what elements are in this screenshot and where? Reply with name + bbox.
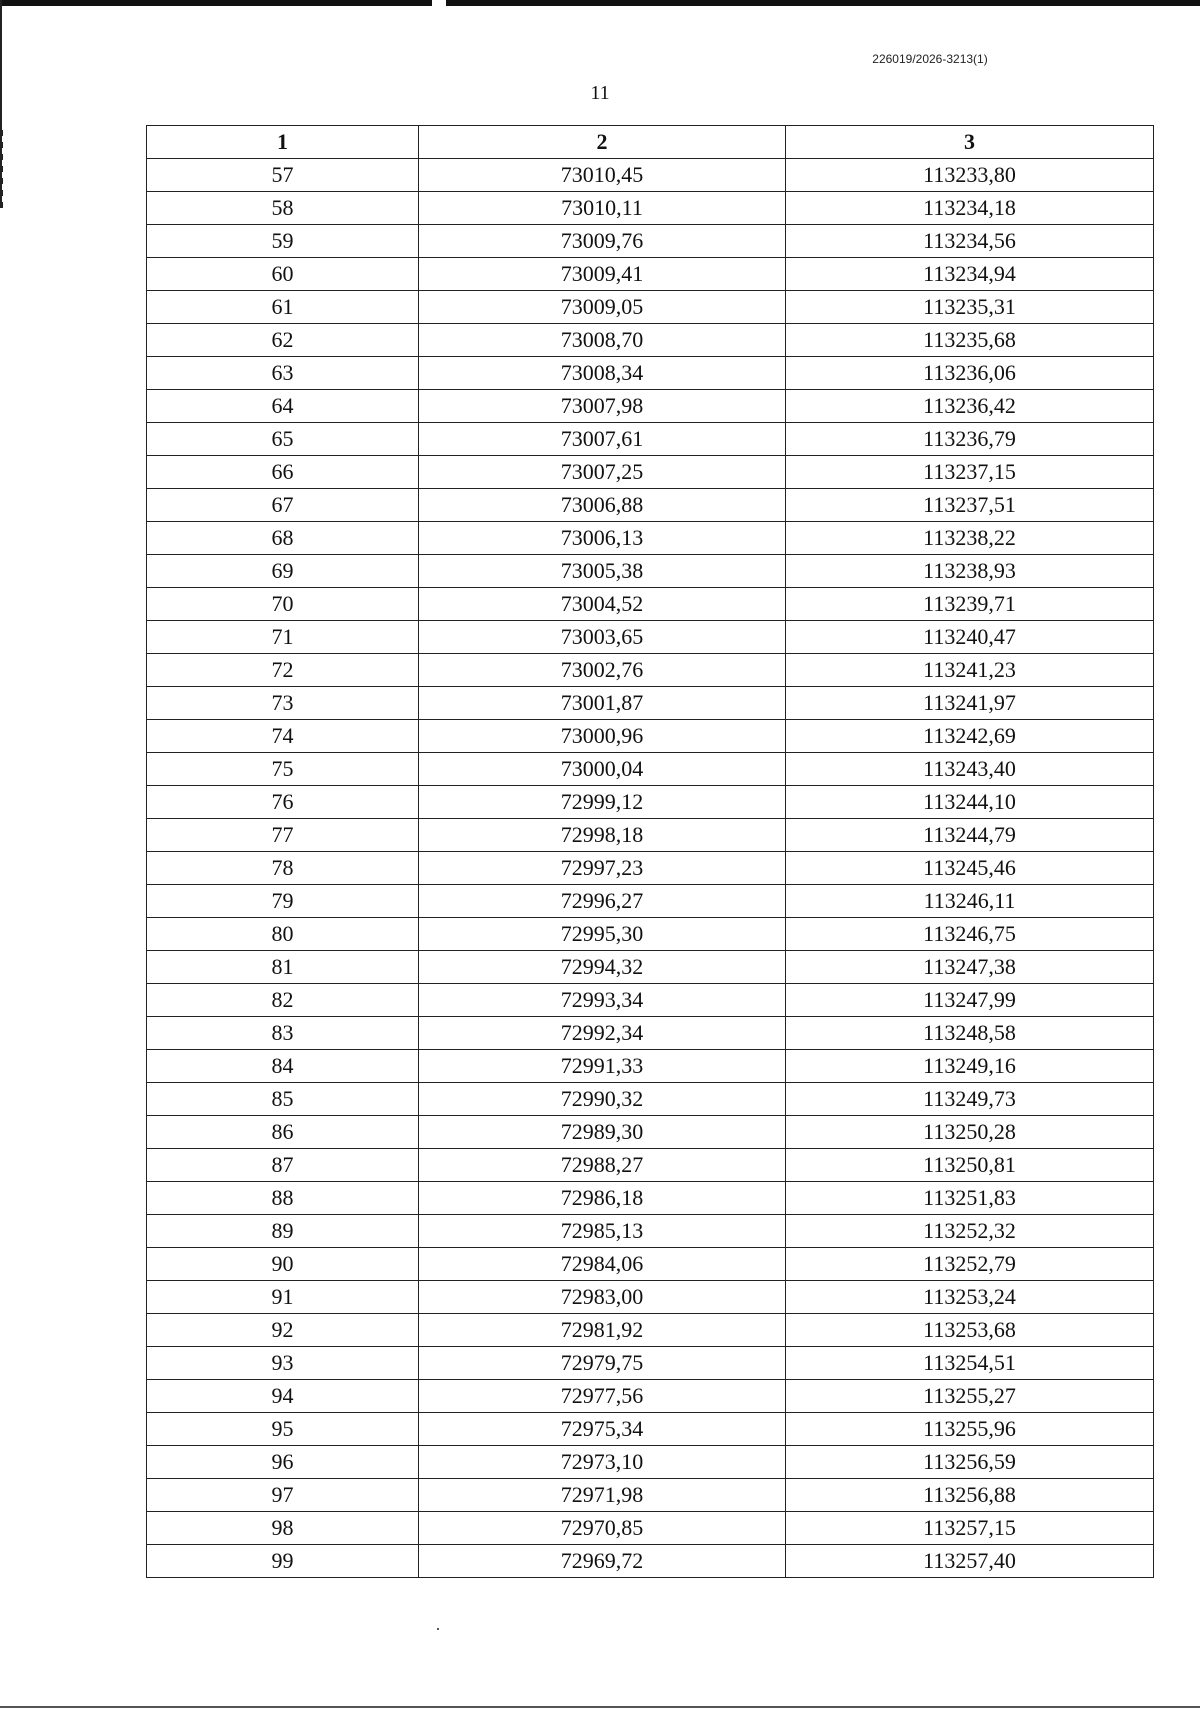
point-number-cell: 78 — [147, 852, 419, 885]
table-row — [147, 588, 1154, 621]
point-number-cell: 98 — [147, 1512, 419, 1545]
y-coordinate-cell: 113255,27 — [786, 1380, 1154, 1413]
y-coordinate-cell: 113236,79 — [786, 423, 1154, 456]
y-coordinate-cell: 113247,99 — [786, 984, 1154, 1017]
column-header-2: 2 — [419, 126, 786, 159]
point-number-cell: 81 — [147, 951, 419, 984]
table-row — [147, 984, 1154, 1017]
x-coordinate-cell: 72992,34 — [419, 1017, 786, 1050]
y-coordinate-cell: 113234,94 — [786, 258, 1154, 291]
y-coordinate-cell: 113253,68 — [786, 1314, 1154, 1347]
y-coordinate-cell: 113256,88 — [786, 1479, 1154, 1512]
point-number-cell: 99 — [147, 1545, 419, 1578]
y-coordinate-cell: 113236,42 — [786, 390, 1154, 423]
y-coordinate-cell: 113254,51 — [786, 1347, 1154, 1380]
x-coordinate-cell: 72986,18 — [419, 1182, 786, 1215]
y-coordinate-cell: 113240,47 — [786, 621, 1154, 654]
point-number-cell: 70 — [147, 588, 419, 621]
x-coordinate-cell: 72996,27 — [419, 885, 786, 918]
y-coordinate-cell: 113255,96 — [786, 1413, 1154, 1446]
point-number-cell: 75 — [147, 753, 419, 786]
table-row — [147, 159, 1154, 192]
y-coordinate-cell: 113249,73 — [786, 1083, 1154, 1116]
table-row — [147, 522, 1154, 555]
y-coordinate-cell: 113238,93 — [786, 555, 1154, 588]
point-number-cell: 73 — [147, 687, 419, 720]
x-coordinate-cell: 72998,18 — [419, 819, 786, 852]
x-coordinate-cell: 73010,11 — [419, 192, 786, 225]
table-row — [147, 1149, 1154, 1182]
table-row — [147, 621, 1154, 654]
point-number-cell: 83 — [147, 1017, 419, 1050]
x-coordinate-cell: 73008,70 — [419, 324, 786, 357]
point-number-cell: 92 — [147, 1314, 419, 1347]
y-coordinate-cell: 113252,79 — [786, 1248, 1154, 1281]
scan-edge-top — [0, 0, 1200, 6]
x-coordinate-cell: 73010,45 — [419, 159, 786, 192]
table-header — [147, 126, 1154, 159]
column-header-3: 3 — [786, 126, 1154, 159]
scan-edge-bottom — [0, 1706, 1200, 1708]
x-coordinate-cell: 72990,32 — [419, 1083, 786, 1116]
point-number-cell: 82 — [147, 984, 419, 1017]
point-number-cell: 59 — [147, 225, 419, 258]
table-row — [147, 291, 1154, 324]
x-coordinate-cell: 72975,34 — [419, 1413, 786, 1446]
coordinates-table — [146, 125, 1154, 1578]
table-row — [147, 1182, 1154, 1215]
table-row — [147, 819, 1154, 852]
x-coordinate-cell: 72989,30 — [419, 1116, 786, 1149]
table-row — [147, 1413, 1154, 1446]
x-coordinate-cell: 73002,76 — [419, 654, 786, 687]
y-coordinate-cell: 113236,06 — [786, 357, 1154, 390]
document-code: 226019/2026-3213(1) — [872, 52, 988, 66]
x-coordinate-cell: 73008,34 — [419, 357, 786, 390]
point-number-cell: 62 — [147, 324, 419, 357]
x-coordinate-cell: 73004,52 — [419, 588, 786, 621]
point-number-cell: 69 — [147, 555, 419, 588]
table-row — [147, 324, 1154, 357]
table-row — [147, 1017, 1154, 1050]
table-row — [147, 357, 1154, 390]
y-coordinate-cell: 113250,81 — [786, 1149, 1154, 1182]
table-row — [147, 1545, 1154, 1578]
point-number-cell: 97 — [147, 1479, 419, 1512]
point-number-cell: 96 — [147, 1446, 419, 1479]
table-row — [147, 1083, 1154, 1116]
x-coordinate-cell: 73000,04 — [419, 753, 786, 786]
table-row — [147, 225, 1154, 258]
x-coordinate-cell: 72977,56 — [419, 1380, 786, 1413]
y-coordinate-cell: 113246,11 — [786, 885, 1154, 918]
y-coordinate-cell: 113234,56 — [786, 225, 1154, 258]
table-row — [147, 951, 1154, 984]
y-coordinate-cell: 113253,24 — [786, 1281, 1154, 1314]
y-coordinate-cell: 113256,59 — [786, 1446, 1154, 1479]
point-number-cell: 67 — [147, 489, 419, 522]
table-row — [147, 1314, 1154, 1347]
x-coordinate-cell: 72988,27 — [419, 1149, 786, 1182]
point-number-cell: 71 — [147, 621, 419, 654]
point-number-cell: 72 — [147, 654, 419, 687]
y-coordinate-cell: 113244,79 — [786, 819, 1154, 852]
point-number-cell: 76 — [147, 786, 419, 819]
table-row — [147, 918, 1154, 951]
column-header-1: 1 — [147, 126, 419, 159]
x-coordinate-cell: 73007,25 — [419, 456, 786, 489]
x-coordinate-cell: 72995,30 — [419, 918, 786, 951]
point-number-cell: 93 — [147, 1347, 419, 1380]
point-number-cell: 74 — [147, 720, 419, 753]
table-row — [147, 1248, 1154, 1281]
page-number: 11 — [590, 82, 610, 104]
point-number-cell: 86 — [147, 1116, 419, 1149]
x-coordinate-cell: 72981,92 — [419, 1314, 786, 1347]
table-row — [147, 1050, 1154, 1083]
point-number-cell: 94 — [147, 1380, 419, 1413]
table-row — [147, 753, 1154, 786]
x-coordinate-cell: 72983,00 — [419, 1281, 786, 1314]
y-coordinate-cell: 113246,75 — [786, 918, 1154, 951]
point-number-cell: 91 — [147, 1281, 419, 1314]
table-row — [147, 687, 1154, 720]
y-coordinate-cell: 113245,46 — [786, 852, 1154, 885]
x-coordinate-cell: 73009,05 — [419, 291, 786, 324]
x-coordinate-cell: 73000,96 — [419, 720, 786, 753]
point-number-cell: 63 — [147, 357, 419, 390]
point-number-cell: 80 — [147, 918, 419, 951]
table-row — [147, 489, 1154, 522]
x-coordinate-cell: 72970,85 — [419, 1512, 786, 1545]
x-coordinate-cell: 72985,13 — [419, 1215, 786, 1248]
x-coordinate-cell: 72999,12 — [419, 786, 786, 819]
x-coordinate-cell: 72997,23 — [419, 852, 786, 885]
table-row — [147, 555, 1154, 588]
y-coordinate-cell: 113238,22 — [786, 522, 1154, 555]
x-coordinate-cell: 73005,38 — [419, 555, 786, 588]
y-coordinate-cell: 113241,23 — [786, 654, 1154, 687]
x-coordinate-cell: 73003,65 — [419, 621, 786, 654]
x-coordinate-cell: 72994,32 — [419, 951, 786, 984]
point-number-cell: 77 — [147, 819, 419, 852]
table-row — [147, 1446, 1154, 1479]
y-coordinate-cell: 113252,32 — [786, 1215, 1154, 1248]
header-row — [147, 126, 1154, 159]
x-coordinate-cell: 73009,76 — [419, 225, 786, 258]
point-number-cell: 95 — [147, 1413, 419, 1446]
table-row — [147, 456, 1154, 489]
scan-speck — [437, 1628, 439, 1630]
table-row — [147, 258, 1154, 291]
y-coordinate-cell: 113237,51 — [786, 489, 1154, 522]
y-coordinate-cell: 113249,16 — [786, 1050, 1154, 1083]
y-coordinate-cell: 113235,31 — [786, 291, 1154, 324]
scan-edge-marks — [0, 130, 3, 210]
x-coordinate-cell: 72979,75 — [419, 1347, 786, 1380]
y-coordinate-cell: 113251,83 — [786, 1182, 1154, 1215]
y-coordinate-cell: 113247,38 — [786, 951, 1154, 984]
y-coordinate-cell: 113241,97 — [786, 687, 1154, 720]
point-number-cell: 88 — [147, 1182, 419, 1215]
y-coordinate-cell: 113250,28 — [786, 1116, 1154, 1149]
scan-edge-gap — [432, 0, 446, 6]
table-row — [147, 1215, 1154, 1248]
point-number-cell: 64 — [147, 390, 419, 423]
x-coordinate-cell: 72969,72 — [419, 1545, 786, 1578]
table-row — [147, 423, 1154, 456]
point-number-cell: 57 — [147, 159, 419, 192]
point-number-cell: 66 — [147, 456, 419, 489]
table-row — [147, 654, 1154, 687]
point-number-cell: 79 — [147, 885, 419, 918]
table-row — [147, 1512, 1154, 1545]
table-row — [147, 192, 1154, 225]
y-coordinate-cell: 113244,10 — [786, 786, 1154, 819]
y-coordinate-cell: 113239,71 — [786, 588, 1154, 621]
y-coordinate-cell: 113233,80 — [786, 159, 1154, 192]
y-coordinate-cell: 113235,68 — [786, 324, 1154, 357]
x-coordinate-cell: 73006,88 — [419, 489, 786, 522]
table-row — [147, 1479, 1154, 1512]
y-coordinate-cell: 113234,18 — [786, 192, 1154, 225]
point-number-cell: 58 — [147, 192, 419, 225]
point-number-cell: 89 — [147, 1215, 419, 1248]
x-coordinate-cell: 73009,41 — [419, 258, 786, 291]
table-row — [147, 1281, 1154, 1314]
point-number-cell: 61 — [147, 291, 419, 324]
y-coordinate-cell: 113257,15 — [786, 1512, 1154, 1545]
x-coordinate-cell: 73001,87 — [419, 687, 786, 720]
point-number-cell: 90 — [147, 1248, 419, 1281]
x-coordinate-cell: 73007,61 — [419, 423, 786, 456]
x-coordinate-cell: 73007,98 — [419, 390, 786, 423]
x-coordinate-cell: 72993,34 — [419, 984, 786, 1017]
point-number-cell: 84 — [147, 1050, 419, 1083]
y-coordinate-cell: 113242,69 — [786, 720, 1154, 753]
table-row — [147, 390, 1154, 423]
table-row — [147, 1380, 1154, 1413]
point-number-cell: 87 — [147, 1149, 419, 1182]
x-coordinate-cell: 72971,98 — [419, 1479, 786, 1512]
table-row — [147, 720, 1154, 753]
y-coordinate-cell: 113237,15 — [786, 456, 1154, 489]
point-number-cell: 60 — [147, 258, 419, 291]
x-coordinate-cell: 72991,33 — [419, 1050, 786, 1083]
point-number-cell: 68 — [147, 522, 419, 555]
point-number-cell: 65 — [147, 423, 419, 456]
x-coordinate-cell: 72984,06 — [419, 1248, 786, 1281]
table-row — [147, 852, 1154, 885]
x-coordinate-cell: 73006,13 — [419, 522, 786, 555]
table-row — [147, 1116, 1154, 1149]
table-row — [147, 786, 1154, 819]
table-row — [147, 1347, 1154, 1380]
point-number-cell: 85 — [147, 1083, 419, 1116]
x-coordinate-cell: 72973,10 — [419, 1446, 786, 1479]
table-body — [147, 159, 1154, 1578]
y-coordinate-cell: 113243,40 — [786, 753, 1154, 786]
y-coordinate-cell: 113257,40 — [786, 1545, 1154, 1578]
y-coordinate-cell: 113248,58 — [786, 1017, 1154, 1050]
table-row — [147, 885, 1154, 918]
